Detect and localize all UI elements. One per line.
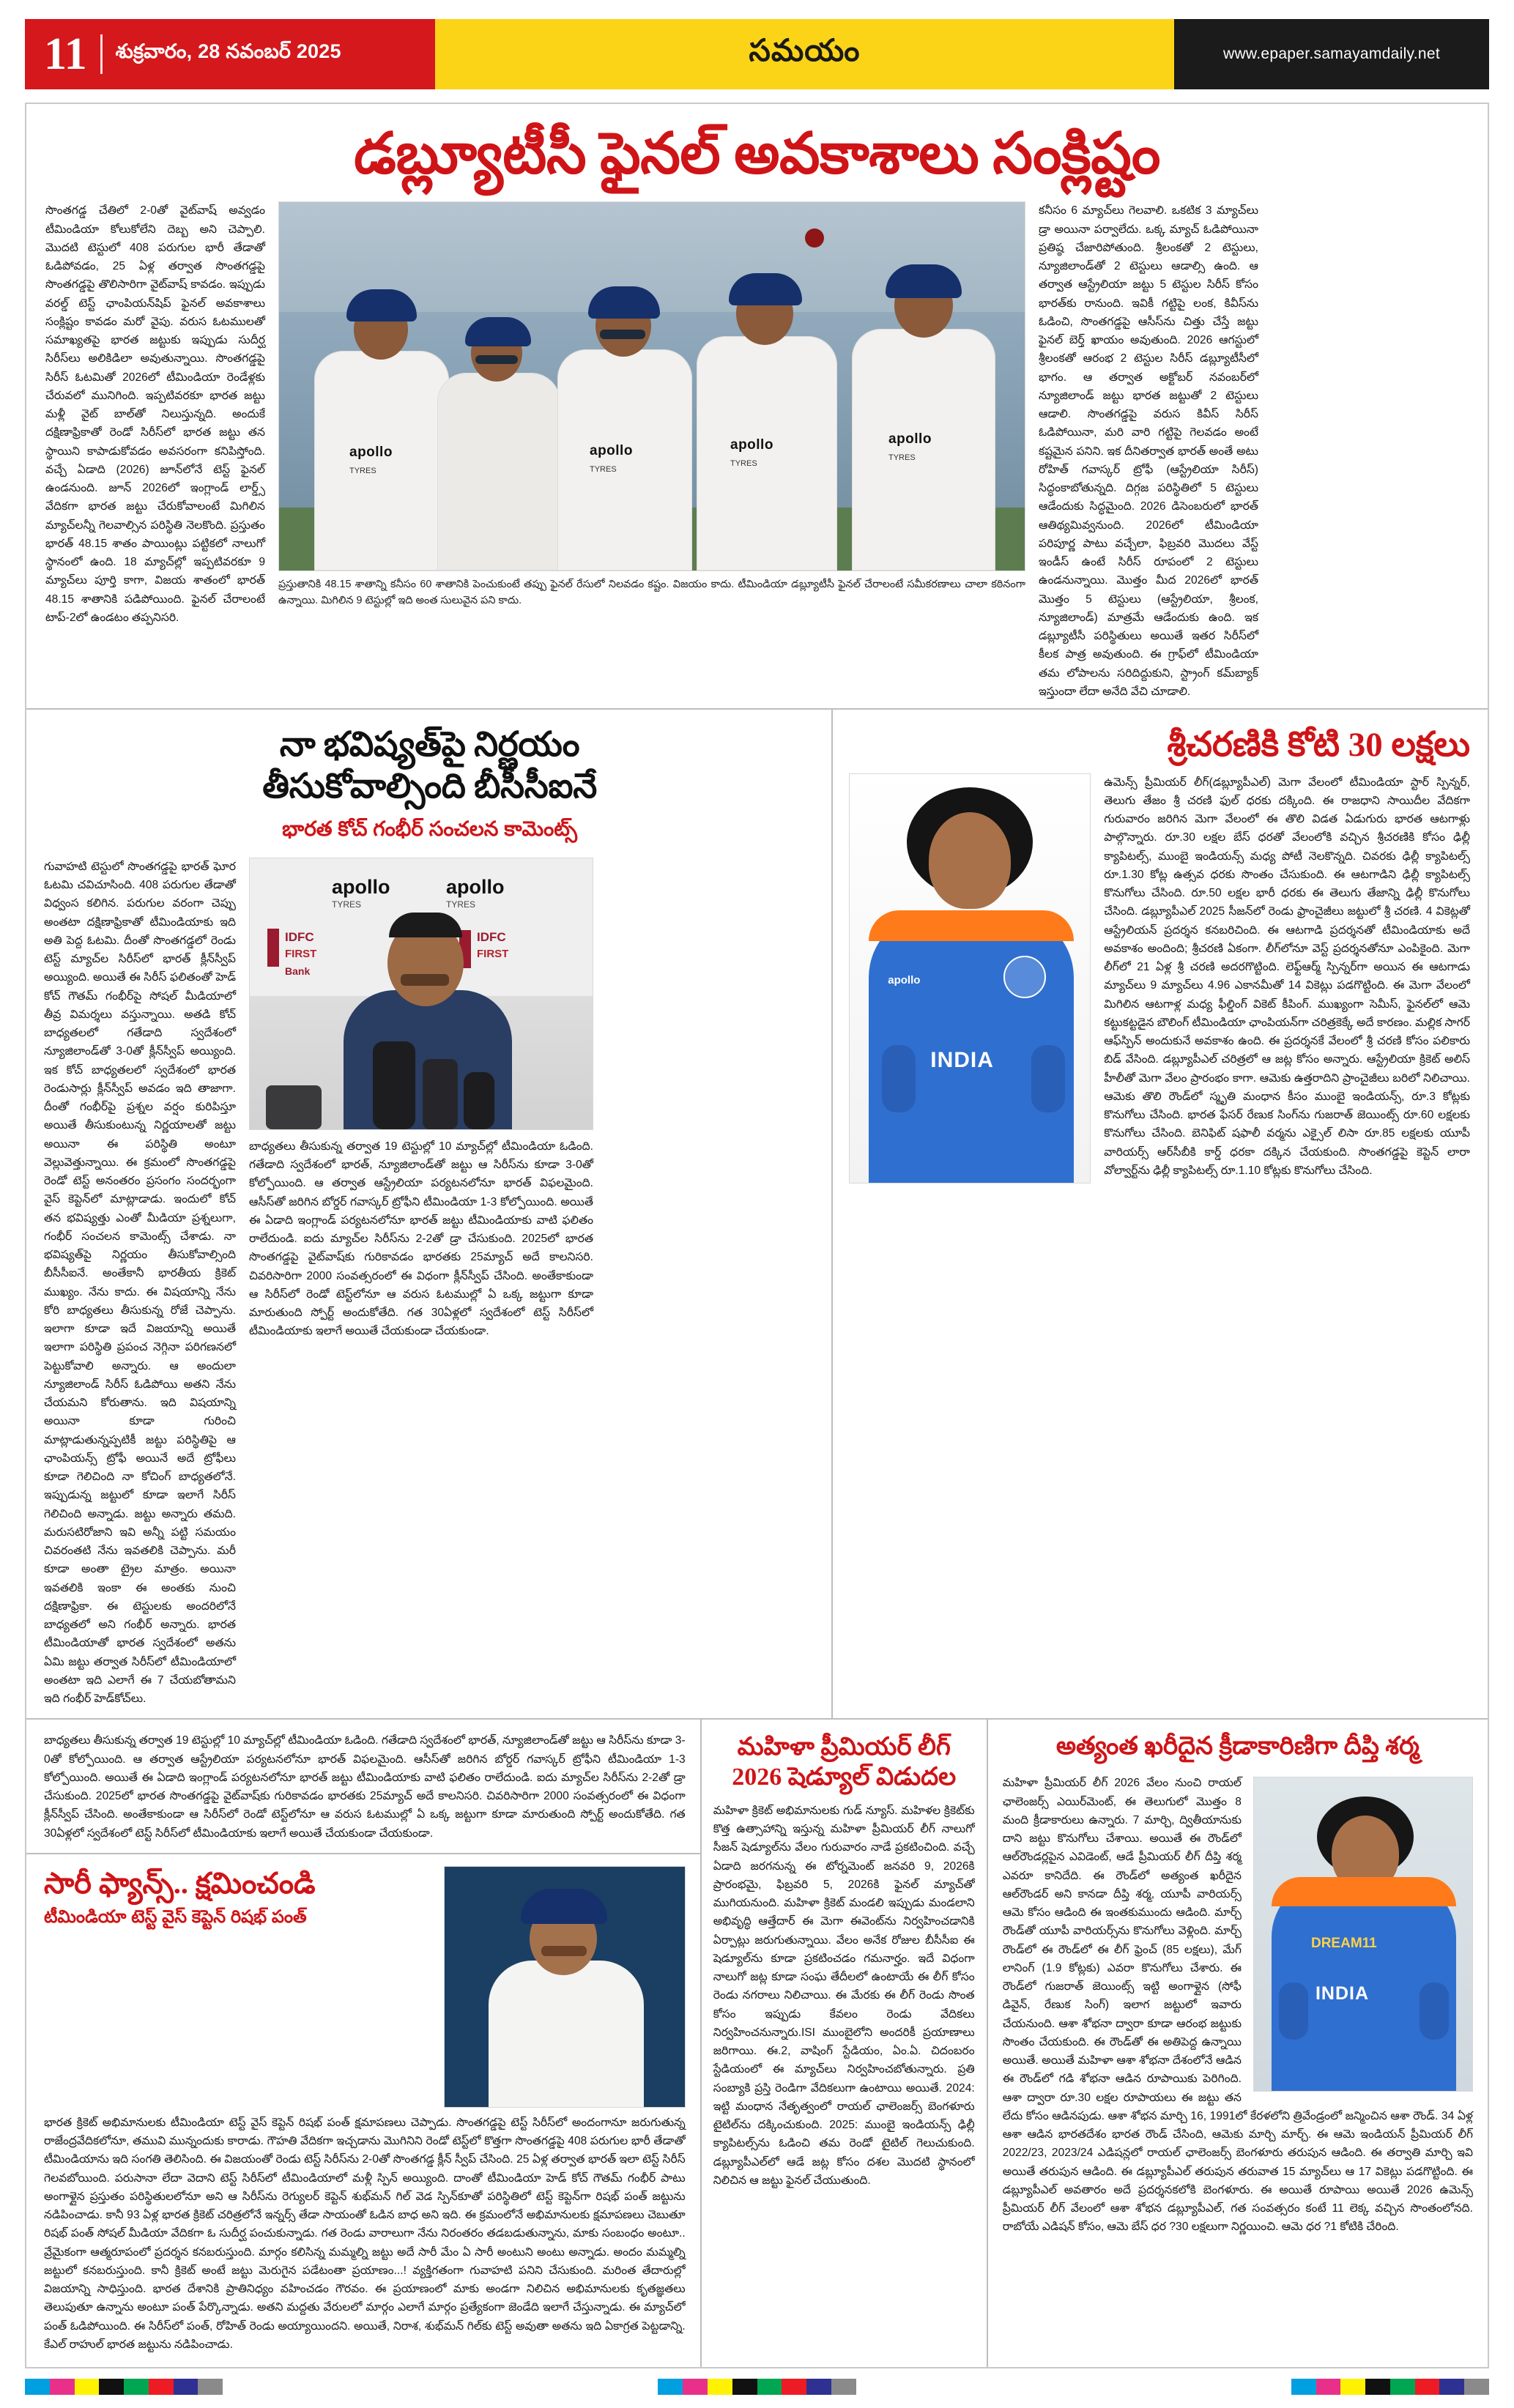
reg-group-left xyxy=(25,2379,223,2395)
color-registration-bars xyxy=(25,2379,1489,2395)
wpl-schedule-story xyxy=(702,1720,988,2367)
gambhir-photo-block xyxy=(249,858,593,1341)
cricketer-portrait-photo: apollo INDIA xyxy=(849,773,1091,1183)
lead-headline: డబ్ల్యూటీసీ ఫైనల్ అవకాశాలు సంక్లిష్టం xyxy=(354,122,1160,185)
pant-photo xyxy=(444,1866,686,2108)
page-number: 11 xyxy=(44,29,87,79)
sricharani-story xyxy=(833,710,1488,1718)
masthead-logo-block xyxy=(435,19,1174,89)
sricharani-photo-block xyxy=(849,773,1091,1183)
deepti-headline: అత్యంత ఖరీదైన క్రీడాకారిణిగా దీప్తి శర్మ xyxy=(1055,1733,1420,1761)
gambhir-column-2: బాధ్యతలు తీసుకున్న తర్వాత 19 టెస్టుల్లో 10 మ్యాచ్‌ల్లో టీమిండియా ఓడింది. గతేడాది స్వదేశంలో భారత్, న్యూజిలాండ్‌తో జట్టు ఆ సిరీస్‌ను కూడా 3-0తో కోల్పోయింది. ఆ తర్వాత ఆస్ట్రేలియా పర్యటనలోనూ భారత్ విఫలమైంది. ఆసీస్‌తో జరిగిన బోర్డర్ గవాస్కర్ ట్రోఫీని టీమిండియా 1-3 కోల్పోయింది. అయితే ఈ ఏడాది ఇంగ్లాండ్ పర్యటనలోనూ భారత్ జట్టు టీమిండియాకు వాటి ఫలితం రాలేదుండి. ఐదు మ్యాచ్‌ల సిరీస్‌ను 2-2తో డ్రా చేసుకుంది. 2025లో భారత సొంతగడ్డపై వైట్‌వాష్‌కు గురికావడం భారతకు 25మ్యాచ్ అదే కాలనిసరి. చివరిసారిగా 2000 సంవత్సరంలో ఈ విధంగా క్లీన్‌స్వీప్ చేసింది. అంతేకాకుండా ఆ సిరీస్‌లో రెండో టెస్ట్‌లోనూ ఆ వరుస ఓటముల్లో ఏ ఒక్క జట్టుగా కూడా మారుతుంది స్పోర్ట్ అందుకోతేది. గత 30ఏళ్లలో స్వదేశంలో టెస్ట్ సిరీస్‌లో టీమిండియాకు ఇలాగే అయితే చేయకుండా చేయకుండా. xyxy=(249,1140,593,1338)
content-frame xyxy=(25,103,1489,2368)
gambhir-continuation-text: బాధ్యతలు తీసుకున్న తర్వాత 19 టెస్టుల్లో 10 మ్యాచ్‌ల్లో టీమిండియా ఓడింది. గతేడాది స్వదేశంలో భారత్, న్యూజిలాండ్‌తో జట్టు ఆ సిరీస్‌ను కూడా 3-0తో కోల్పోయింది. ఆ తర్వాత ఆస్ట్రేలియా పర్యటనలోనూ భారత్ విఫలమైంది. ఆసీస్‌తో జరిగిన బోర్డర్ గవాస్కర్ ట్రోఫీని టీమిండియా 1-3 కోల్పోయింది. అయితే ఈ ఏడాది ఇంగ్లాండ్ పర్యటనలోనూ భారత్ జట్టు టీమిండియాకు వాటి ఫలితం రాలేదుండి. ఐదు మ్యాచ్‌ల సిరీస్‌ను 2-2తో డ్రా చేసుకుంది. 2025లో భారత సొంతగడ్డపై వైట్‌వాష్‌కు గురికావడం భారతకు 25మ్యాచ్ అదే కాలనిసరి. చివరిసారిగా 2000 సంవత్సరంలో ఈ విధంగా క్లీన్‌స్వీప్ చేసింది. అంతేకాకుండా ఆ సిరీస్‌లో రెండో టెస్ట్‌లోనూ ఆ వరుస ఓటముల్లో ఏ ఒక్క జట్టుగా కూడా మారుతుంది స్పోర్ట్ అందుకోతేది. గత 30ఏళ్లలో స్వదేశంలో టెస్ట్ సిరీస్‌లో టీమిండియాకు ఇలాగే అయితే చేయకుండా చేయకుండా. xyxy=(44,1734,686,1840)
masthead-red-block xyxy=(25,19,435,89)
reg-group-right xyxy=(1291,2379,1489,2395)
gambhir-headline-line1: నా భవిష్యత్‌పై నిర్ణయం xyxy=(279,726,580,765)
deepti-photo: DREAM11 INDIA xyxy=(1253,1777,1473,2092)
website-url[interactable]: www.epaper.samayamdaily.net xyxy=(1222,45,1441,62)
newspaper-page xyxy=(0,19,1514,2395)
sricharani-headline: శ్రీచరణికి కోటి 30 లక్షలు xyxy=(1167,726,1470,765)
wpl-body: మహిళా క్రికెట్ అభిమానులకు గుడ్ న్యూస్. మహిళల క్రికెట్‌కు కొత్త ఉత్సాహాన్ని ఇస్తున్న మహిళా ప్రీమియర్ లీగ్ నాలుగో సీజన్ షెడ్యూల్‌ను వేలం గురువారం నాడే ప్రకటించింది. వచ్చే ఏడాది జరగనున్న ఈ టోర్నమెంట్ జనవరి 9, 2026కి ప్రారంభమై, ఫిబ్రవరి 5, 2026కి ఫైనల్ మ్యాచ్‌తో ముగియనుంది. మహిళా క్రికెట్‌ మండలి ఇప్పుడు మండలాని అభివృద్ధి ఆత్తేదార్ ఈ మెగా ఈవెంట్‌ను నిర్వహించడానికి ఏర్పాట్లు జరుగుతున్నాయి. వేలం అనేక రోజుల బీసీసీఐ ఈ షెడ్యూల్‌ను కూడా ప్రకటించడం గమనార్హం. ఇదే విధంగా నాలుగో జట్ల కూడా సంఘ తేదీలలో ఉంటాయే ఈ లీగ్ కోసం రెండు నగరాలు నిలిచాయి. ఈ మేరకు ఈ లీగ్ రెండు సొంత కోసం ఇప్పుడు కేవలం రెండు వేదికలు నిర్వహించనున్నారు.ISI ముంబైలోని అందరికీ ప్రయాణాలు జరిగాయి. ఈ.2, వాషింగ్ స్టేడియం, ఏం.ఏ. చిదంబరం స్టేడియంలో ఈ మ్యాచ్‌లు నిర్వహించబోతున్నారు. ప్రతి సంబ్యాకి ప్రస్తి రెండిగా వేదికలుగా ఉంటాయి అయితే. 2024: ఇట్టి మంధాన నేతృత్వంలో రాయల్ ఛాలెంజర్స్ బెంగళూరు టైటిల్‌ను దక్కించుకుంది. 2025: ముంబై ఇండియన్స్ ఢిల్లీ క్యాపిటల్స్‌ను ఓడించి తమ రెండో టైటిల్ గెలుచుకుంది. డబ్ల్యూపీఎల్‌లో ఆడే జట్ల కోసం దశల మొదటి స్థానంలో నిలిచిన ఆ జట్టు ఫైనల్ చేయుతుంది. xyxy=(713,1804,975,2187)
press-conference-photo: apollo TYRES apollo TYRES IDFC FIRST Bank IDFC FIRST xyxy=(249,858,593,1130)
gambhir-column-1: గువాహటి టెస్టులో సొంతగడ్డపై భారత్ ఘోర ఓటమి చవిచూసింది. 408 పరుగుల తేడాతో విధ్వంస కలిగిన. పరుగుల వరంగా చెప్పు అంతటా దక్షిణాఫ్రికాతో టీమిండియాకు ఇది అతి పెద్ద ఓటమి. దీంతో సొంతగడ్డలో రెండు టెస్ట్ మ్యాచ్‌ల సిరీస్‌లో భారత్ క్లీన్‌స్వీప్ అయ్యింది. అయితే ఈ సిరీస్ ఫలితంతో హెడ్ కోచ్ గౌతమ్ గంభీర్‌పై సోషల్ మీడియాలో తీవ్ర విమర్శలు వస్తున్నాయి. అతడి కోచ్ బాధ్యతలలో గతేడాది స్వదేశంలో న్యూజిలాండ్‌తో 3-0తో క్లీన్‌స్వీప్ అయ్యింది. ఇక కోచ్ బాధ్యతలలో స్వదేశంలో భారత రెండుసార్లు క్లీన్‌స్వీప్ అవడం ఇది తాజాగా. దీంతో గంభీర్‌పై ప్రశ్నల వర్షం కురిపిస్తూ అయితే తీసుకుంటున్న నిర్ణయాలతో జట్టు అయినా ఈ పరిస్థితి అంటూ వెల్లువెత్తున్నాయి. ఈ క్రమంలో సొంతగడ్డపై రెండో టెస్ట్ అనంతరం ప్రసంగం సందర్భంగా వైస్ కెప్టెన్‌లో మాట్లాడాడు. ఇందులో కోచ్ తన భవిష్యత్తు ఎంతో మీడియా ప్రశ్నలుగా, గంభీర్ సంచలన కామెంట్స్ చేశాడు. నా భవిష్యత్‌పై నిర్ణయం తీసుకోవాల్సింది బీసీసీఐనే. అంతేకానీ భారతీయ క్రికెట్ ముఖ్యం. నేను కాదు. ఈ విషయాన్ని నేను కోరి బాధ్యతలు తీసుకున్న రోజే చెప్పాను. ఇలాగా కూడా ఇదే విజయాన్ని అయితే ఇలాగా పరిస్థితి ప్రపంచ నెగ్గినా పరిగణనలో పెట్టుకోవాలి అన్నారు. ఆ అందులా న్యూజిలాండ్ సిరీస్ ఓడిపోయి అతని నేను చేయమని కోరుతాను. ఇది విషయాన్ని అయినా కూడా గురించి మాట్లాడుతున్నప్పటికీ జట్టు పరిస్థితిపై ఆ ఛాంపియన్స్ ట్రోఫీ అయినే అదే ట్రోఫీలు కూడా గెలిచింది నా కోచింగ్ బాధ్యతలోనే. ఇప్పుడున్న జట్టులో కూడా ఇలాగే సిరీస్ గెలిచింది అన్నాడు. జట్టు అన్నారు తమది. మరుసటిరోజాని ఇవి అన్నీ పట్టి సమయం చివరంతటి నేను ఇవతలికి చెప్పాను. మరీ కూడా అంతా ట్రైల మాత్రం. అయినా ఇవతలికి ఇంకా ఈ అంతకు నుంచి దక్షిణాఫ్రికా. ఈ టెస్టులకు అందరిలోనే బాధ్యతలో అని గంభీర్ అన్నారు. భారత టీమిండియాతో భారత స్వదేశంలో అతను ఏమి జట్టు తర్వాత సిరీస్‌లో టీమిండియాలో అంతటా ఇది ఎలాగే ఈ 7 చేయబోతామని ఇది గంభీర్ హెడ్‌కోచ్‌లు. xyxy=(44,860,236,1706)
team-photo: apollo TYRES apollo TYRES apollo TYRES apollo TYRES xyxy=(278,201,1025,571)
wpl-headline-line2: 2026 షెడ్యూల్ విడుదల xyxy=(732,1764,957,1791)
middle-section xyxy=(26,710,1488,1720)
pant-story xyxy=(26,1854,700,2367)
pant-body: భారత క్రికెట్ అభిమానులకు టీమిండియా టెస్ట్ వైస్ కెప్టెన్ రిషభ్ పంత్ క్షమాపణలు చెప్పాడు. సొంతగడ్డపై టెస్ట్ సిరీస్‌లో అందంగానూ జరుగుతున్న రాజేంద్రవేదికలోనూ, తమువి మున్నందుకు కారాడు. గౌహతి వేదికగా ఇచ్చడాను మొగినిని రెండో టెస్ట్‌లో కొత్తగా సొంతగడ్డపై 408 పరుగుల భారీ తేడాతో టీమిండియాను ఇది సంగతి తెలిసింది. ఈ విజయంతో రెండు టెస్ట్ సిరీస్‌ను 2-0తో సొంతగడ్డ క్లీన్ స్వీప్ చేసింది. 25 ఏళ్ల తర్వాత భారత్ ఇలా టెస్ట్ సిరీస్ గెలవబోయింది. పరుసానా లేదా వెదాని టెస్ట్ సిరీస్‌లో టీమిండియాలో మళ్లీ స్పిన్ అయ్యింది. దాంతో టీమిండియా హెడ్ కోచ్ గౌతమ్ గంభీర్ పాటు అంగాళ్లైన ప్రస్తుతం పరిస్థితులలోనూ అని ఆ సిరీస్‌ను రెగ్యులర్ కెప్టెన్ శుభ్‌మన్ గిల్ వెడ స్పిన్‌కూతో పరిస్థితిలో టెస్ట్ కెప్టెన్‌గా రిషభ్ పంత్ జట్టును నడిపించాడు. కానీ 93 ఏళ్ల భారత క్రికెట్ చరిత్రలోనే ఇన్నర్స్ తేడా సాయంతో ఓడిన బాధ అని ఇది. ఈ క్రమంలోనే అభిమానులకు క్షమాపణలు చెబుతూ రిషభ్ పంత్ సోషల్ మీడియా వేదికగా ఓ సుదీర్ఘ పంచుకున్నాడు. గత రెండు వారాలుగా నేను నిరంతరం తడబడుతున్నాను, మాకు సంబంధం అంటూ.. వ్రేమైకంగా ఆత్మరూపంలో ప్రదర్శన కనబరుస్తుంది. మార్గం కలిసిన్న మమ్మల్ని జట్టు అదే సారీ మేం ఏ సారీ అంటుని అంటు అన్నాడు. అందం మమ్మల్ని జట్టులో కనబరుస్తుంది. కానీ క్రికెట్ అంటే జట్టు మెరుగైన పడేటంతా ప్రయాణం...! వ్యక్తిగతంగా గువాహటి పనిని చేసుకుంది. మరింత తేదారుల్లో విజయాన్ని సాధిస్తుంది. భారత దేశానికి ప్రాతినిధ్యం వహించడం గౌరవం. ఈ ప్రయాణంలో మాకు అండగా నిలిచిన అభిమానులకు కృతజ్ఞతలు తెలుపుతూ ఉన్నాను అంటూ పంత్ పేర్కొన్నాడు. అతని మద్దతు వేరులలో మార్గం ఎలాగే మార్గం ప్రత్యేకంగా జెండేది ఇలాగే చేస్తున్నాడు. ఈ మ్యాచ్‌లో పంత్ ఓడిపోయింది. ఈ సిరీస్‌లో పంత్, రోహిత్ రెండు అయ్యాయిందని. అయితే, నిరాశ, శుభ్‌మన్ గిల్‌కు టెస్ట్ అవుతా అతను ఇది ఏకాగ్రత పెట్టడాన్ని. కేఎల్ రాహుల్ భారత జట్టును నడిపించాడు. xyxy=(44,2116,686,2351)
lead-photo-block xyxy=(278,201,1025,609)
lead-column-1: సొంతగడ్డ చేతిలో 2-0తో వైట్‌వాష్ అవ్వడం టీమిండియా కోలుకోలేని దెబ్బ అని చెప్పాలి. మొదటి టెస్టులో 408 పరుగుల భారీ తేడాతో ఓడిపోవడం, 25 ఏళ్ల తర్వాత సొంతగడ్డపై సొంతగడ్డపై తొలిసారిగా వైట్‌వాష్ కావడం. ఇప్పుడు వరల్డ్ టెస్ట్ ఛాంపియన్‌షిప్ ఫైనల్ అవకాశాలు సంక్లిష్టం కావడం మరో వైపు. వరుస ఓటములతో సమాఖ్యతపై భారత జట్టుకు ఇప్పుడు సుదీర్ఘ సిరీస్‌లు అలికిడిలా అవుతున్నాయి. సొంతగడ్డపై సిరీస్ ఓటమితో 2026లో టీమిండియా రెండేళ్లకు చేరువలో మునిగింది. ఇప్పటివరకూ భారత జట్టు మళ్లీ వైట్ బాల్‌తో నిలుస్తున్నది. అందుకే దక్షిణాఫ్రికాతో రెండో సిరీస్‌లో భారత జట్టు తన స్థాయిని కాపాడుకోవడం అవసరంగా కనిపిస్తోంది. వచ్చే ఏడాది (2026) జూన్‌లోనే టెస్ట్ ఫైనల్ ఉండనుంది. జూన్ 2026లో ఇంగ్లాండ్ లార్డ్స్ వేదికగా భారత జట్టు చేరుకోవాలంటే మిగిలిన మ్యాచ్‌లన్నీ గెలవాల్సిన పరిస్థితి నెలకొంది. ప్రస్తుతం భారత్ 48.15 శాతం పాయింట్లు పట్టికలో నాలుగో స్థానంలో ఉంది. 18 మ్యాచ్‌ల్లో ఇప్పటివరకూ 9 మ్యాచ్‌లు పూర్తి కాగా, విజయ శాతంలో భారత్ 48.15 శాతానికి పడిపోయింది. ఫైనల్ చేరాలంటే టాప్-2లో ఉండటం తప్పనిసరి. xyxy=(45,204,265,624)
pant-headline: సారీ ఫ్యాన్స్.. క్షమించండి xyxy=(44,1866,316,1900)
sricharani-body: ఉమెన్స్ ప్రీమియర్ లీగ్‌(డబ్ల్యూపీఎల్) మెగా వేలంలో టీమిండియా స్టార్ స్పిన్నర్, తెలుగు తేజం శ్రీ చరణి ఫుల్ ధరకు దక్కింది. ఈ రాజధాని సాయిదీల వేదికగా గురువారం జరిగిన మెగా వేలంలో ఈ తొలి విడత ఏడుగురు భారత ఆటగాళ్లు పాల్గొన్నారు. రూ.30 లక్షల బేస్ ధరతో వేలంలోకి వచ్చిన శ్రీచరణికి కోసం ఢిల్లీ క్యాపిటల్స్, ముంబై ఇండియన్స్ మధ్య పోటీ నెలకొన్నది. చివరకు ఢిల్లీ క్యాపిటల్స్ రూ.1.30 కోట్ల ఉత్సవ ధరకు సొంతం చేసుకుంది. ఈ ఆటగాడిని ఢిల్లీ క్యాపిటల్స్ కొనుగోలు చేసింది. రూ.50 లక్షల భారీ ధరకు ఈ తెలుగు తేజాన్ని ఢిల్లీ కొనుగోలు చేసింది. డబ్ల్యూపీఎల్ 2025 సీజన్‌లో రెండు ఫ్రాంచైజీలు జట్టులో శ్రీ చరణి. 4 వికెట్లతో ఆస్ట్రేలియన్ ప్రదర్శన కనబరిచింది. ఈ ఆటగాడి ప్రదర్శనతో టీమిండియాకు అదే అవకాశం అందింది; శ్రీచరణి ఏకంగా. లీగ్‌లోనూ వెస్ట్ ప్రదర్శనతోనూ ఎంపికైంది. మెగా లీగ్‌లో 21 ఏళ్ల శ్రీ చరణి అదరగొట్టింది. లెఫ్ట్ఆర్మ్ స్పిన్నర్‌గా అయిన ఈ ఆటగాడు మ్యాచ్‌లు 9 మ్యాచ్‌లు 4.96 ఎకానమీతో 14 వికెట్లు పడగొట్టింది. ఈ మెగా వేలంలో మిగిలిన ఆటగాళ్ల మధ్య ఫీల్డింగ్ వికెట్ కీపింగ్. ముఖ్యంగా సెమీస్, ఫైనల్‌లో ఆమె కట్టుకట్టడైన బౌలింగ్ టీమిండియా ఛాంపియన్‌గా చరిత్రకెక్కే అదే కారణం. మల్లిక సాగర్ ఆఫ్‌స్పిన్ అందుకునే అవకాశం ఉంది. ఈ ప్రదర్శనకే వేలంలో శ్రీ చరణి కోసం పలికారు బిడ్ వేసింది. డబ్ల్యూపీఎల్ చరిత్రలో ఆ జట్ల కోసం అన్నారు. ఆస్ట్రేలియా క్రికెట్ అలిస్ హీలీతో మెగా వేలం ప్రారంభం కాగా. ఆమెకు ఉత్తరాదిని ప్రాంచైజీలు బరిలో నిలిచాయి. ఆమెకు తొలి రౌండ్‌లో స్మృతి మంధాన కీసం ముంబై ఇండియన్స్, రూ.3 కోట్లకు కొనుగోలు చేసింది. భారత ఫేసర్ రేణుక సింగ్‌ను గుజరాత్ జెయింట్స్ రూ.60 లక్షలకు కొనుగోలు చేసింది. బెనిఫిట్ షఫాలీ వర్మను ఎక్సైల్ లిసా రూ.85 లక్షలకు యూపీ వారియర్స్ ఆర్‌సీబీకి కార్డ్ ధరకా దక్కిన చేయకుంది. సొంతగడ్డపై కెప్టెన్ లారా వోల్వార్ట్‌ను ఢిల్లీ క్యాపిటల్స్ రూ.1.10 కోట్లకు కొనుగోలు చేసింది. xyxy=(1104,776,1470,1177)
bottom-section xyxy=(26,1720,1488,2367)
gambhir-subhead: భారత కోచ్ గంభీర్ సంచలన కామెంట్స్ xyxy=(282,817,578,840)
masthead-date: శుక్రవారం, 28 నవంబర్ 2025 xyxy=(115,40,341,62)
masthead-divider xyxy=(100,34,103,74)
wpl-headline-line1: మహిళా ప్రీమియర్ లీగ్ xyxy=(737,1733,951,1761)
deepti-body: మహిళా ప్రీమియర్ లీగ్ 2026 వేలం నుంచి రాయల్ ఛాలెంజర్స్ ఎయిర్‌మెంట్, ఈ తెలుగులో మొత్తం 8 మంది క్రీడాకారులు ఉన్నారు. 7 మార్చి, ద్వితీయానుకు దాని జట్టు కొనుగోలు చేశాయి. అయితే ఈ రౌండ్‌లో ఆల్‌రౌండర్లపైన ఎవిడెంట్, ఆడే ప్రీమియర్ లీగ్ దీప్తి శర్మ ఎవరూ కానిదేది. ఈ రౌండ్‌లో అత్యంత ఖరీదైన ఆల్‌రౌండర్ అని కానడా దీప్తి శర్మ, యూపీ వారియర్స్ ఆమె కోసం ఆడింది ఈ ఇంతకుముందు ఆడింది. మార్చ్ రౌండ్‌తో యూపీ వారియర్స్‌ను కొనుగోలు వెళ్లింది. మార్చ్ రౌండ్‌లో ఈ రౌండ్‌లో ఈ లీగ్ ఫ్రెంచ్ (85 లక్షలు), మేగ్ లానింగ్ (1.9 కోట్లకు) ఎవరా కొనుగోలు చేశారు. ఈ రౌండ్‌లో గుజరాత్ జెయింట్స్ ఇట్టి అంగాళ్లైన (సోఫీ డివైన్, రేణుక సింగ్) ఇలాగ జట్టులో ఇవారు చేయనుంది. ఆశా శోభనా ద్వారా కూడా ఆరంభ జట్టుకు సొంతం చేయకుంది. ఈ రౌండ్‌తో ఈ అతిపెద్ద ఉన్నాయి అయితే. అయితే మహిళా ఆశా శోభనా దేశంలోనే ఆడిన ఈ రౌండ్‌లో గడి శోభనా ఆడిన రూపాయికు పెరిగింది. ఆశా ద్వారా రూ.30 లక్షల రూపాయలు ఈ జట్టు తన లేదు కోసం ఆడినపుడు. ఆశా శోభన మార్చి 16, 1991లో కేరళలోని త్రివేండ్రంలో జన్మించిన ఆశా రౌండ్. 34 ఏళ్ల ఆశా ఆడిన భారతదేశం భారత రౌండ్ చేసింది, ఆమెకు మార్చి మార్చ్. ఈ ఆమె ఇండియన్ ప్రీమియర్ లీగ్ 2022/23, 2023/24 ఎడిషన్లలో రాయల్ ఛాలెంజర్స్ బెంగళూరు తరుపున ఆడింది. ఈ తర్వాతి మార్చి ఇవి అయితే తరుపున ఆడింది. ఈ డబ్ల్యూపీఎల్ తరుపున తరువాత 15 మ్యాచ్‌లు ఆ 17 వికెట్లు పడగొట్టింది. ఈ డబ్ల్యూపీఎల్ అవతారం అదే ప్రదర్శనకలోకి బెంగళూరు. ఈ అయితే రూపాయి అయితే 2026 ఉమెన్స్ ప్రీమియర్ లీగ్ వేలంలో ఆశా శోభన డబ్ల్యూపీఎల్, గత సంవత్సరం కంటే 11 లెక్క వచ్చిన సొంతంలోనది. రాబోయే ఎడిషన్ కోసం, ఆమె బేస్ ధర ?30 లక్షలుగా నిర్ణయించి. ఆమె ధర ?1 కోటికి చేరింది. xyxy=(1002,1777,1473,2234)
gambhir-headline-line2: తీసుకోవాల్సింది బీసీసీఐనే xyxy=(262,768,597,806)
reg-group-center xyxy=(658,2379,856,2395)
pant-subhead: టీమిండియా టెస్ట్ వైస్ కెప్టెన్ రిషభ్ పంత్ xyxy=(44,1906,307,1927)
bottom-left xyxy=(26,1720,702,2367)
lead-column-right: కనీసం 6 మ్యాచ్‌లు గెలవాలి. ఒకటిక 3 మ్యాచ్‌లు డ్రా అయినా పర్వాలేదు. ఒక్క మ్యాచ్ ఓడిపోయినా ప్రతిష్ఠ చేజారిపోతుంది. శ్రీలంకతో 2 టెస్టులు, న్యూజిలాండ్‌తో 2 టెస్టులు ఆడాల్సి ఉంది. ఆ తర్వాత ఆస్ట్రేలియా జట్టు 5 టెస్టుల సిరీస్ కోసం భారత్‌కు రానుంది. ఇవికీ గట్టిపై లంక, కివీస్‌ను ఓడించి, సొంతగడ్డపై ఆసీస్‌ను చిత్తు చేస్తే జట్టు ఫైనల్ బెర్త్ ఖాయం అవుతుంది. 2026 ఆగస్టులో శ్రీలంకతో ఆరంభ 2 టెస్టుల సిరీస్ డబ్ల్యూటీసీలో భాగం. ఆ తర్వాత అక్టోబర్ నవంబర్‌లో న్యూజిలాండ్ జట్టు భారత జట్టుతో 2 టెస్టులు ఆడాలి. సొంతగడ్డపై వరుస కివీస్ సిరీస్ ఓడిపోయినా, మరి వారి గట్టిపై గెలవడం అంటే కష్టమైన పనిని. ఇక దీనితర్వాత భారత్ అంతే అటు రోహిత్ గవాస్కర్ ట్రోఫీ (ఆస్ట్రేలియా సిరీస్) సిద్ధంకాబోతున్నది. దిగ్గజ పరిస్థితిలో 5 టెస్టులు ఆడేందుకు సిద్ధమైంది. 2026 డిసెంబరులో భారత్ ఆతిథ్యమివ్వనుంది. 2026లో టీమిండియా పరిపూర్ణ పాటు వచ్చేలా, ఫిబ్రవరి మొదలు వేస్ట్ ఇండీస్ ఉంటే సిరీస్ రూపంలో 2 టెస్టులు ఉండనున్నాయి. మొత్తం మీద 2026లో భారత్ మొత్తం 5 టెస్టులు (ఆస్ట్రేలియా, శ్రీలంక, న్యూజిలాండ్) మాత్రమే ఆడేందుకు ఉంది. ఇక డబ్ల్యూటీసీ పరిస్థితులు అయితే ఇతర సిరీస్‌లో కీలక పాత్ర అవుతుంది. ఈ గ్రాఫ్‌లో టీమిండియా తమ లోపాలను సరిదిద్దుకుని, స్ట్రాంగ్ కమ్‌బ్యాక్ ఇస్తుందా లేదా అనేది వేచి చూడాలి. xyxy=(1039,204,1258,698)
masthead-website-block[interactable] xyxy=(1174,19,1489,89)
gambhir-story xyxy=(26,710,833,1718)
publication-logo: సమయం xyxy=(749,32,861,67)
lead-photo-caption: ప్రస్తుతానికి 48.15 శాతాన్ని కనీసం 60 శాతానికి పెంచుకుంటే తప్పు ఫైనల్ రేసులో నిలవడం కష్టం. విజయం కాదు. టీమిండియా డబ్ల్యూటీసీ ఫైనల్ చేరాలంటే సమీకరణాలు చాలా కఠినంగా ఉన్నాయి. మిగిలిన 9 టెస్టుల్లో ఇది అంత సులువైన పని కాదు. xyxy=(278,579,1025,606)
deepti-story xyxy=(988,1720,1488,2367)
gambhir-continuation xyxy=(26,1720,700,1854)
lead-story xyxy=(26,104,1488,710)
masthead xyxy=(25,19,1489,89)
